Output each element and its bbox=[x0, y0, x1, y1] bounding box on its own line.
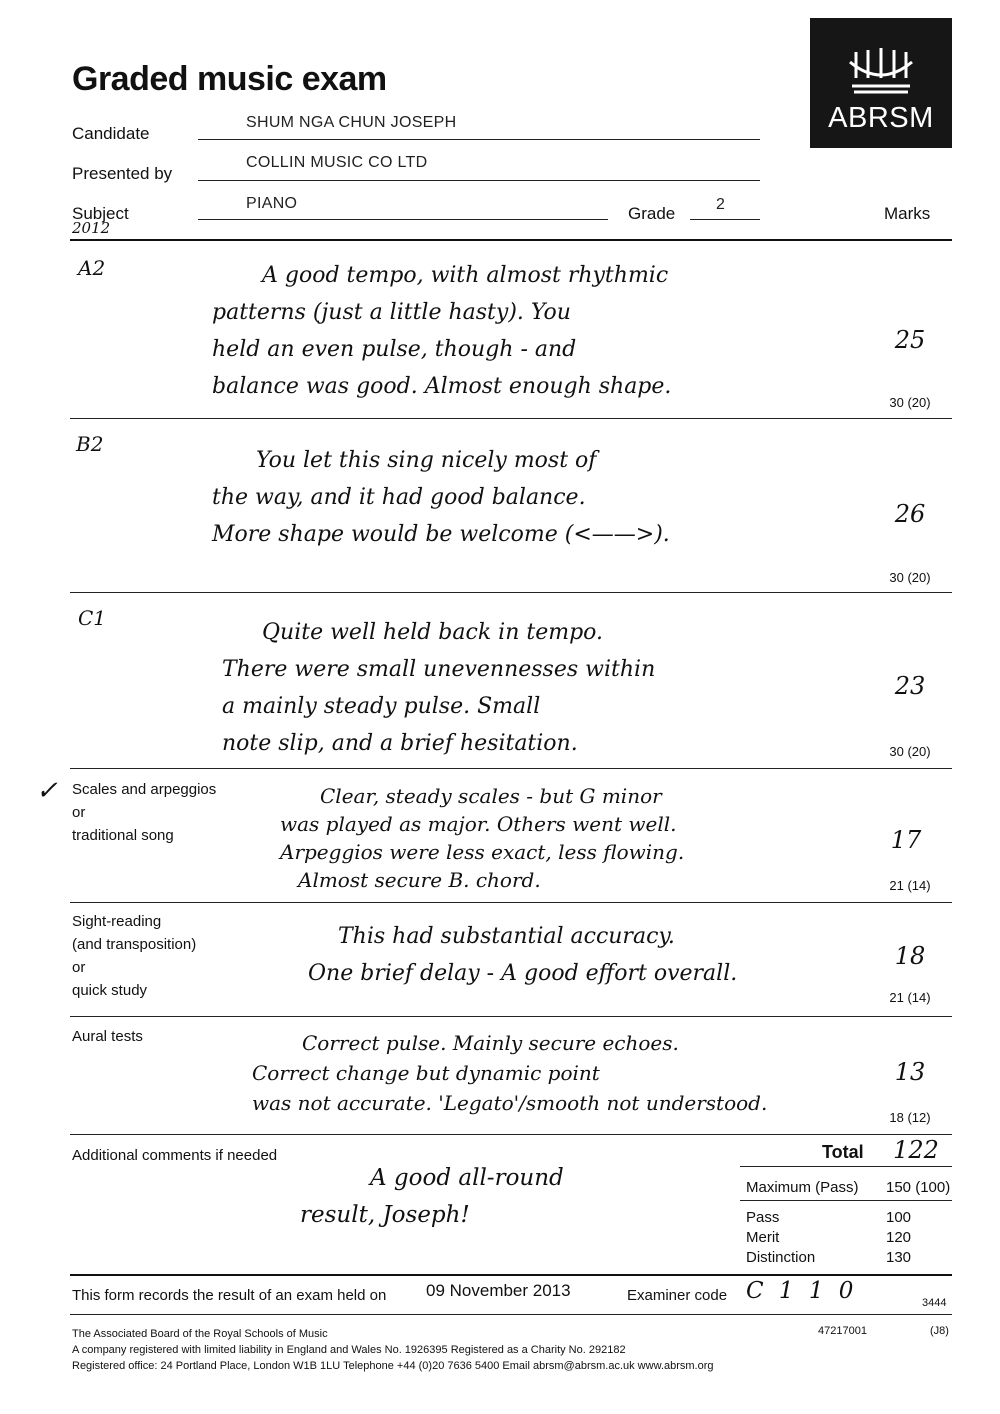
label-line: (and transposition) bbox=[72, 936, 197, 953]
label-line: quick study bbox=[72, 982, 148, 999]
section-divider bbox=[70, 592, 952, 593]
subject-label: Subject bbox=[72, 204, 129, 223]
form-revision: (J8) bbox=[930, 1325, 949, 1337]
abrsm-logo bbox=[810, 18, 952, 148]
section-divider bbox=[70, 768, 952, 769]
section-label-c1: C1 bbox=[78, 606, 107, 630]
page-title: Graded music exam bbox=[72, 60, 387, 98]
comment-line: note slip, and a brief hesitation. bbox=[222, 731, 578, 756]
marks-label: Marks bbox=[884, 204, 931, 223]
max-a2: 30 (20) bbox=[889, 395, 931, 410]
comment-line: Almost secure B. chord. bbox=[298, 868, 541, 892]
presented-label: Presented by bbox=[72, 164, 173, 183]
distinction-value: 130 bbox=[886, 1249, 912, 1266]
additional-comments bbox=[300, 1160, 564, 1234]
distinction-label: Distinction bbox=[746, 1249, 816, 1266]
merit-value: 120 bbox=[886, 1229, 912, 1246]
additional-comments-label: Additional comments if needed bbox=[72, 1147, 278, 1164]
comment-line: Correct pulse. Mainly secure echoes. bbox=[302, 1031, 679, 1055]
comment-line: A good all-round bbox=[370, 1165, 564, 1191]
comment-line: the way, and it had good balance. bbox=[212, 485, 586, 510]
crown-icon bbox=[848, 48, 914, 94]
comment-line: held an even pulse, though - and bbox=[212, 337, 577, 362]
candidate-name: SHUM NGA CHUN JOSEPH bbox=[246, 114, 457, 131]
grade-rule bbox=[690, 219, 760, 220]
grade-thresholds-values bbox=[886, 1208, 911, 1268]
label-line: traditional song bbox=[72, 827, 174, 844]
label-line: or bbox=[72, 959, 86, 976]
max-b2: 30 (20) bbox=[889, 570, 931, 585]
merit-label: Merit bbox=[746, 1229, 780, 1246]
label-line: Sight-reading bbox=[72, 913, 162, 930]
mark-a2: 25 bbox=[894, 326, 926, 354]
max-scales: 21 (14) bbox=[889, 878, 931, 893]
comment-line: Correct change but dynamic point bbox=[252, 1061, 600, 1085]
section-label-sight-reading bbox=[72, 910, 196, 1002]
comment-line: was not accurate. 'Legato'/smooth not understood. bbox=[252, 1091, 768, 1115]
comment-line: was played as major. Others went well. bbox=[280, 812, 677, 836]
comment-line: There were small unevennesses within bbox=[222, 657, 656, 682]
examiner-code: C 1 1 0 bbox=[746, 1278, 858, 1304]
max-rule bbox=[740, 1200, 952, 1201]
year-note: 2012 bbox=[72, 219, 111, 237]
presented-by: COLLIN MUSIC CO LTD bbox=[246, 154, 428, 171]
grade-value: 2 bbox=[716, 196, 726, 213]
comment-line: a mainly steady pulse. Small bbox=[222, 694, 541, 719]
total-value: 122 bbox=[893, 1136, 939, 1164]
subject-rule bbox=[198, 219, 608, 220]
footer-rule bbox=[70, 1314, 952, 1315]
form-code: 3444 bbox=[922, 1297, 947, 1309]
section-divider bbox=[70, 1016, 952, 1017]
label-line: or bbox=[72, 804, 86, 821]
examiner-label: Examiner code bbox=[627, 1287, 728, 1304]
pass-value: 100 bbox=[886, 1209, 912, 1226]
mark-scales: 17 bbox=[890, 826, 922, 854]
footer-registration: A company registered with limited liability in England and Wales No. 1926395 Registered as a Charity No. 292182 bbox=[72, 1344, 626, 1356]
comment-line: One brief delay - A good effort overall. bbox=[308, 961, 738, 986]
section-label-scales bbox=[72, 778, 216, 847]
footer-line bbox=[72, 1326, 713, 1374]
footer-divider bbox=[70, 1274, 952, 1276]
candidate-rule bbox=[198, 139, 760, 140]
total-rule bbox=[740, 1166, 952, 1167]
mark-c1: 23 bbox=[894, 672, 926, 700]
form-number: 47217001 bbox=[818, 1325, 867, 1337]
candidate-label: Candidate bbox=[72, 124, 150, 143]
pass-label: Pass bbox=[746, 1209, 780, 1226]
footer-org: The Associated Board of the Royal Schools of Music bbox=[72, 1328, 328, 1340]
comment-line: Quite well held back in tempo. bbox=[262, 620, 604, 645]
max-aural: 18 (12) bbox=[889, 1110, 931, 1125]
comment-scales bbox=[280, 782, 684, 894]
label-line: Scales and arpeggios bbox=[72, 781, 217, 798]
comment-line: A good tempo, with almost rhythmic bbox=[262, 263, 669, 288]
comment-line: More shape would be welcome (<——>). bbox=[212, 522, 670, 547]
comment-line: Arpeggios were less exact, less flowing. bbox=[280, 840, 685, 864]
max-c1: 30 (20) bbox=[889, 744, 931, 759]
header-divider bbox=[70, 239, 952, 241]
comment-line: balance was good. Almost enough shape. bbox=[212, 374, 672, 399]
record-text: This form records the result of an exam held on bbox=[72, 1287, 387, 1304]
exam-date: 09 November 2013 bbox=[426, 1281, 571, 1300]
grade-label: Grade bbox=[628, 204, 676, 223]
mark-sight-reading: 18 bbox=[894, 942, 926, 970]
comment-line: You let this sing nicely most of bbox=[256, 448, 597, 473]
comment-line: Clear, steady scales - but G minor bbox=[320, 784, 662, 808]
section-divider bbox=[70, 902, 952, 903]
total-label: Total bbox=[822, 1142, 864, 1162]
section-divider bbox=[70, 418, 952, 419]
logo-text: ABRSM bbox=[828, 102, 934, 134]
comment-c1 bbox=[222, 614, 655, 762]
section-divider bbox=[70, 1134, 952, 1135]
comment-sight-reading bbox=[308, 918, 737, 992]
mark-aural: 13 bbox=[894, 1058, 926, 1086]
check-mark: ✓ bbox=[36, 776, 58, 806]
max-pass-label: Maximum (Pass) bbox=[746, 1179, 859, 1196]
comment-line: result, Joseph! bbox=[300, 1202, 470, 1228]
comment-line: This had substantial accuracy. bbox=[338, 924, 675, 949]
subject-value: PIANO bbox=[246, 195, 298, 212]
mark-b2: 26 bbox=[894, 500, 926, 528]
section-label-aural: Aural tests bbox=[72, 1028, 143, 1045]
grade-thresholds-labels bbox=[746, 1208, 815, 1268]
max-sight-reading: 21 (14) bbox=[889, 990, 931, 1005]
section-label-a2: A2 bbox=[78, 256, 106, 280]
max-pass-value: 150 (100) bbox=[886, 1179, 951, 1196]
comment-b2 bbox=[212, 442, 670, 553]
comment-aural bbox=[252, 1028, 767, 1118]
section-label-b2: B2 bbox=[76, 432, 104, 456]
comment-a2 bbox=[212, 257, 671, 405]
footer-address: Registered office: 24 Portland Place, London W1B 1LU Telephone +44 (0)20 7636 5400 Email abrsm@abrsm.ac.uk www.abrsm.org bbox=[72, 1360, 714, 1372]
comment-line: patterns (just a little hasty). You bbox=[212, 300, 571, 325]
presented-rule bbox=[198, 180, 760, 181]
